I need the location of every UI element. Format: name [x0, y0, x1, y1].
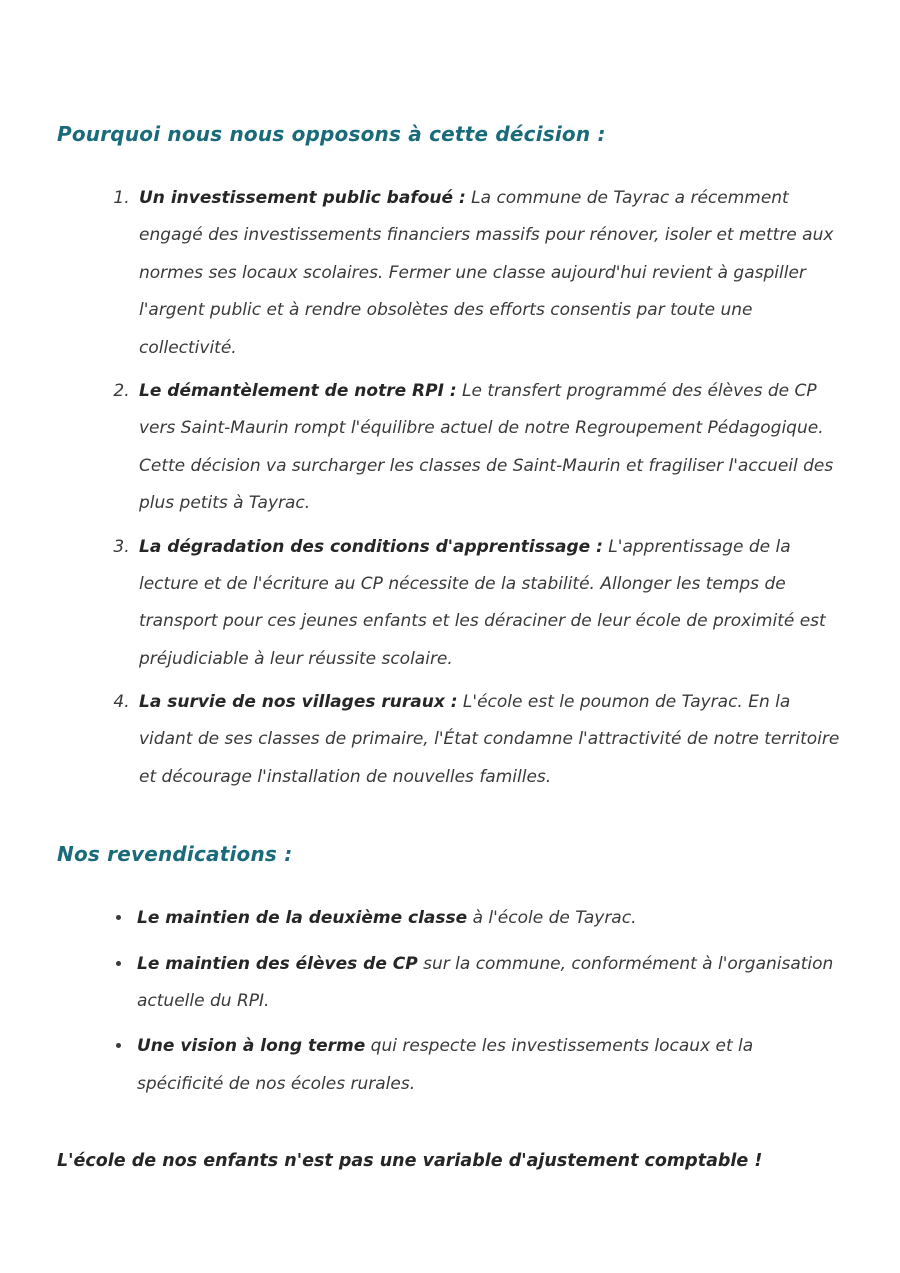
demands-list — [57, 900, 842, 1103]
item-body: Le transfert programmé des élèves de CP vers Saint-Maurin rompt l'équilibre actuel de notre Regroupement Pédagogique. Cette décision va surcharger les classes de Saint-Maurin et fragiliser l'accueil des plus petits à Tayrac. — [139, 380, 834, 514]
item-body: L'école est le poumon de Tayrac. En la vidant de ses classes de primaire, l'État condamne l'attractivité de notre territoire et décourage l'installation de nouvelles familles. — [139, 692, 840, 787]
item-lead: Un investissement public bafoué : — [139, 188, 466, 208]
section-heading-demands: Nos revendications : — [57, 842, 293, 867]
list-item — [135, 529, 842, 679]
item-body: L'apprentissage de la lecture et de l'écriture au CP nécessite de la stabilité. Allonger les temps de transport pour ces jeunes enfants et les déraciner de leur école de proximité est préjudiciable à leur réussite scolaire. — [139, 536, 826, 669]
list-item — [135, 373, 842, 523]
item-lead: La survie de nos villages ruraux : — [139, 692, 458, 713]
item-body: à l'école de Tayrac. — [467, 908, 637, 929]
list-item — [135, 180, 842, 367]
opposition-list — [57, 180, 842, 796]
item-lead: La dégradation des conditions d'apprentissage : — [139, 536, 603, 557]
item-body: sur la commune, conformément à l'organisation actuelle du RPI. — [137, 953, 834, 1012]
item-body: La commune de Tayrac a récemment engagé des investissements financiers massifs pour rénover, isoler et mettre aux normes ses locaux scolaires. Fermer une classe aujourd'hui revient à gaspiller l'argent public et à rendre obsolètes des efforts consentis par toute une collectivité. — [139, 188, 834, 358]
list-item — [135, 684, 842, 796]
item-lead: Une vision à long terme — [137, 1036, 366, 1057]
list-item — [133, 946, 842, 1021]
list-item — [133, 900, 842, 937]
list-item — [133, 1028, 842, 1103]
item-lead: Le maintien des élèves de CP — [137, 953, 418, 974]
item-body: qui respecte les investissements locaux et la spécificité de nos écoles rurales. — [137, 1036, 754, 1094]
item-lead: Le démantèlement de notre RPI : — [139, 380, 457, 401]
section-heading-opposition: Pourquoi nous nous opposons à cette décision : — [57, 122, 606, 146]
closing-statement: L'école de nos enfants n'est pas une variable d'ajustement comptable ! — [57, 1151, 763, 1172]
item-lead: Le maintien de la deuxième classe — [137, 908, 468, 929]
